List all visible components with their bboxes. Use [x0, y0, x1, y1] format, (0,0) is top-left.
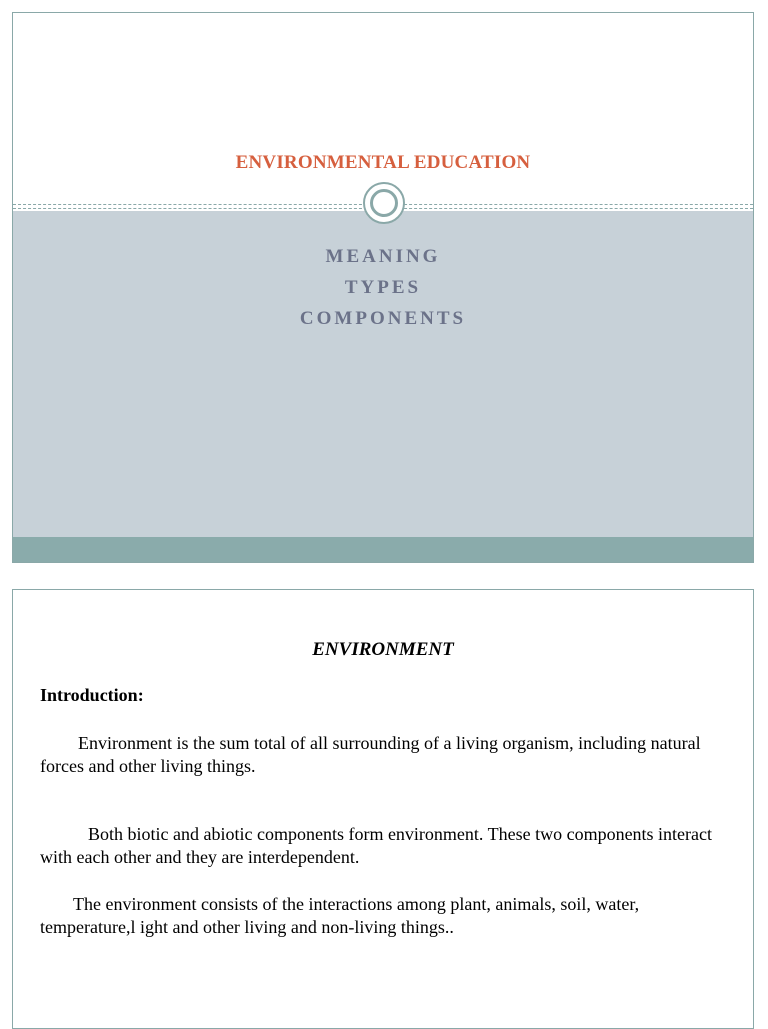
paragraph-interactions: The environment consists of the interactions among plant, animals, soil, water, temperature,l ight and other living and non-living things.. — [40, 894, 640, 937]
subtitle-line-types: TYPES — [344, 277, 422, 298]
title-slide — [12, 12, 754, 563]
section-heading: ENVIRONMENT — [312, 639, 454, 660]
subtitle-line-components: COMPONENTS — [299, 308, 467, 329]
paragraph-definition: Environment is the sum total of all surrounding of a living organism, including natural forces and other living things. — [40, 733, 701, 776]
circle-ornament-icon — [363, 182, 405, 224]
slide-title: ENVIRONMENTAL EDUCATION — [235, 152, 531, 173]
slide-subtitle — [13, 241, 753, 334]
intro-label: Introduction: — [40, 685, 144, 705]
footer-band — [13, 537, 753, 563]
content-slide — [12, 589, 754, 1029]
paragraph-components: Both biotic and abiotic components form environment. These two components interact with each other and they are interdependent. — [40, 824, 713, 867]
subtitle-line-meaning: MEANING — [325, 246, 441, 267]
circle-ornament-inner — [370, 189, 398, 217]
